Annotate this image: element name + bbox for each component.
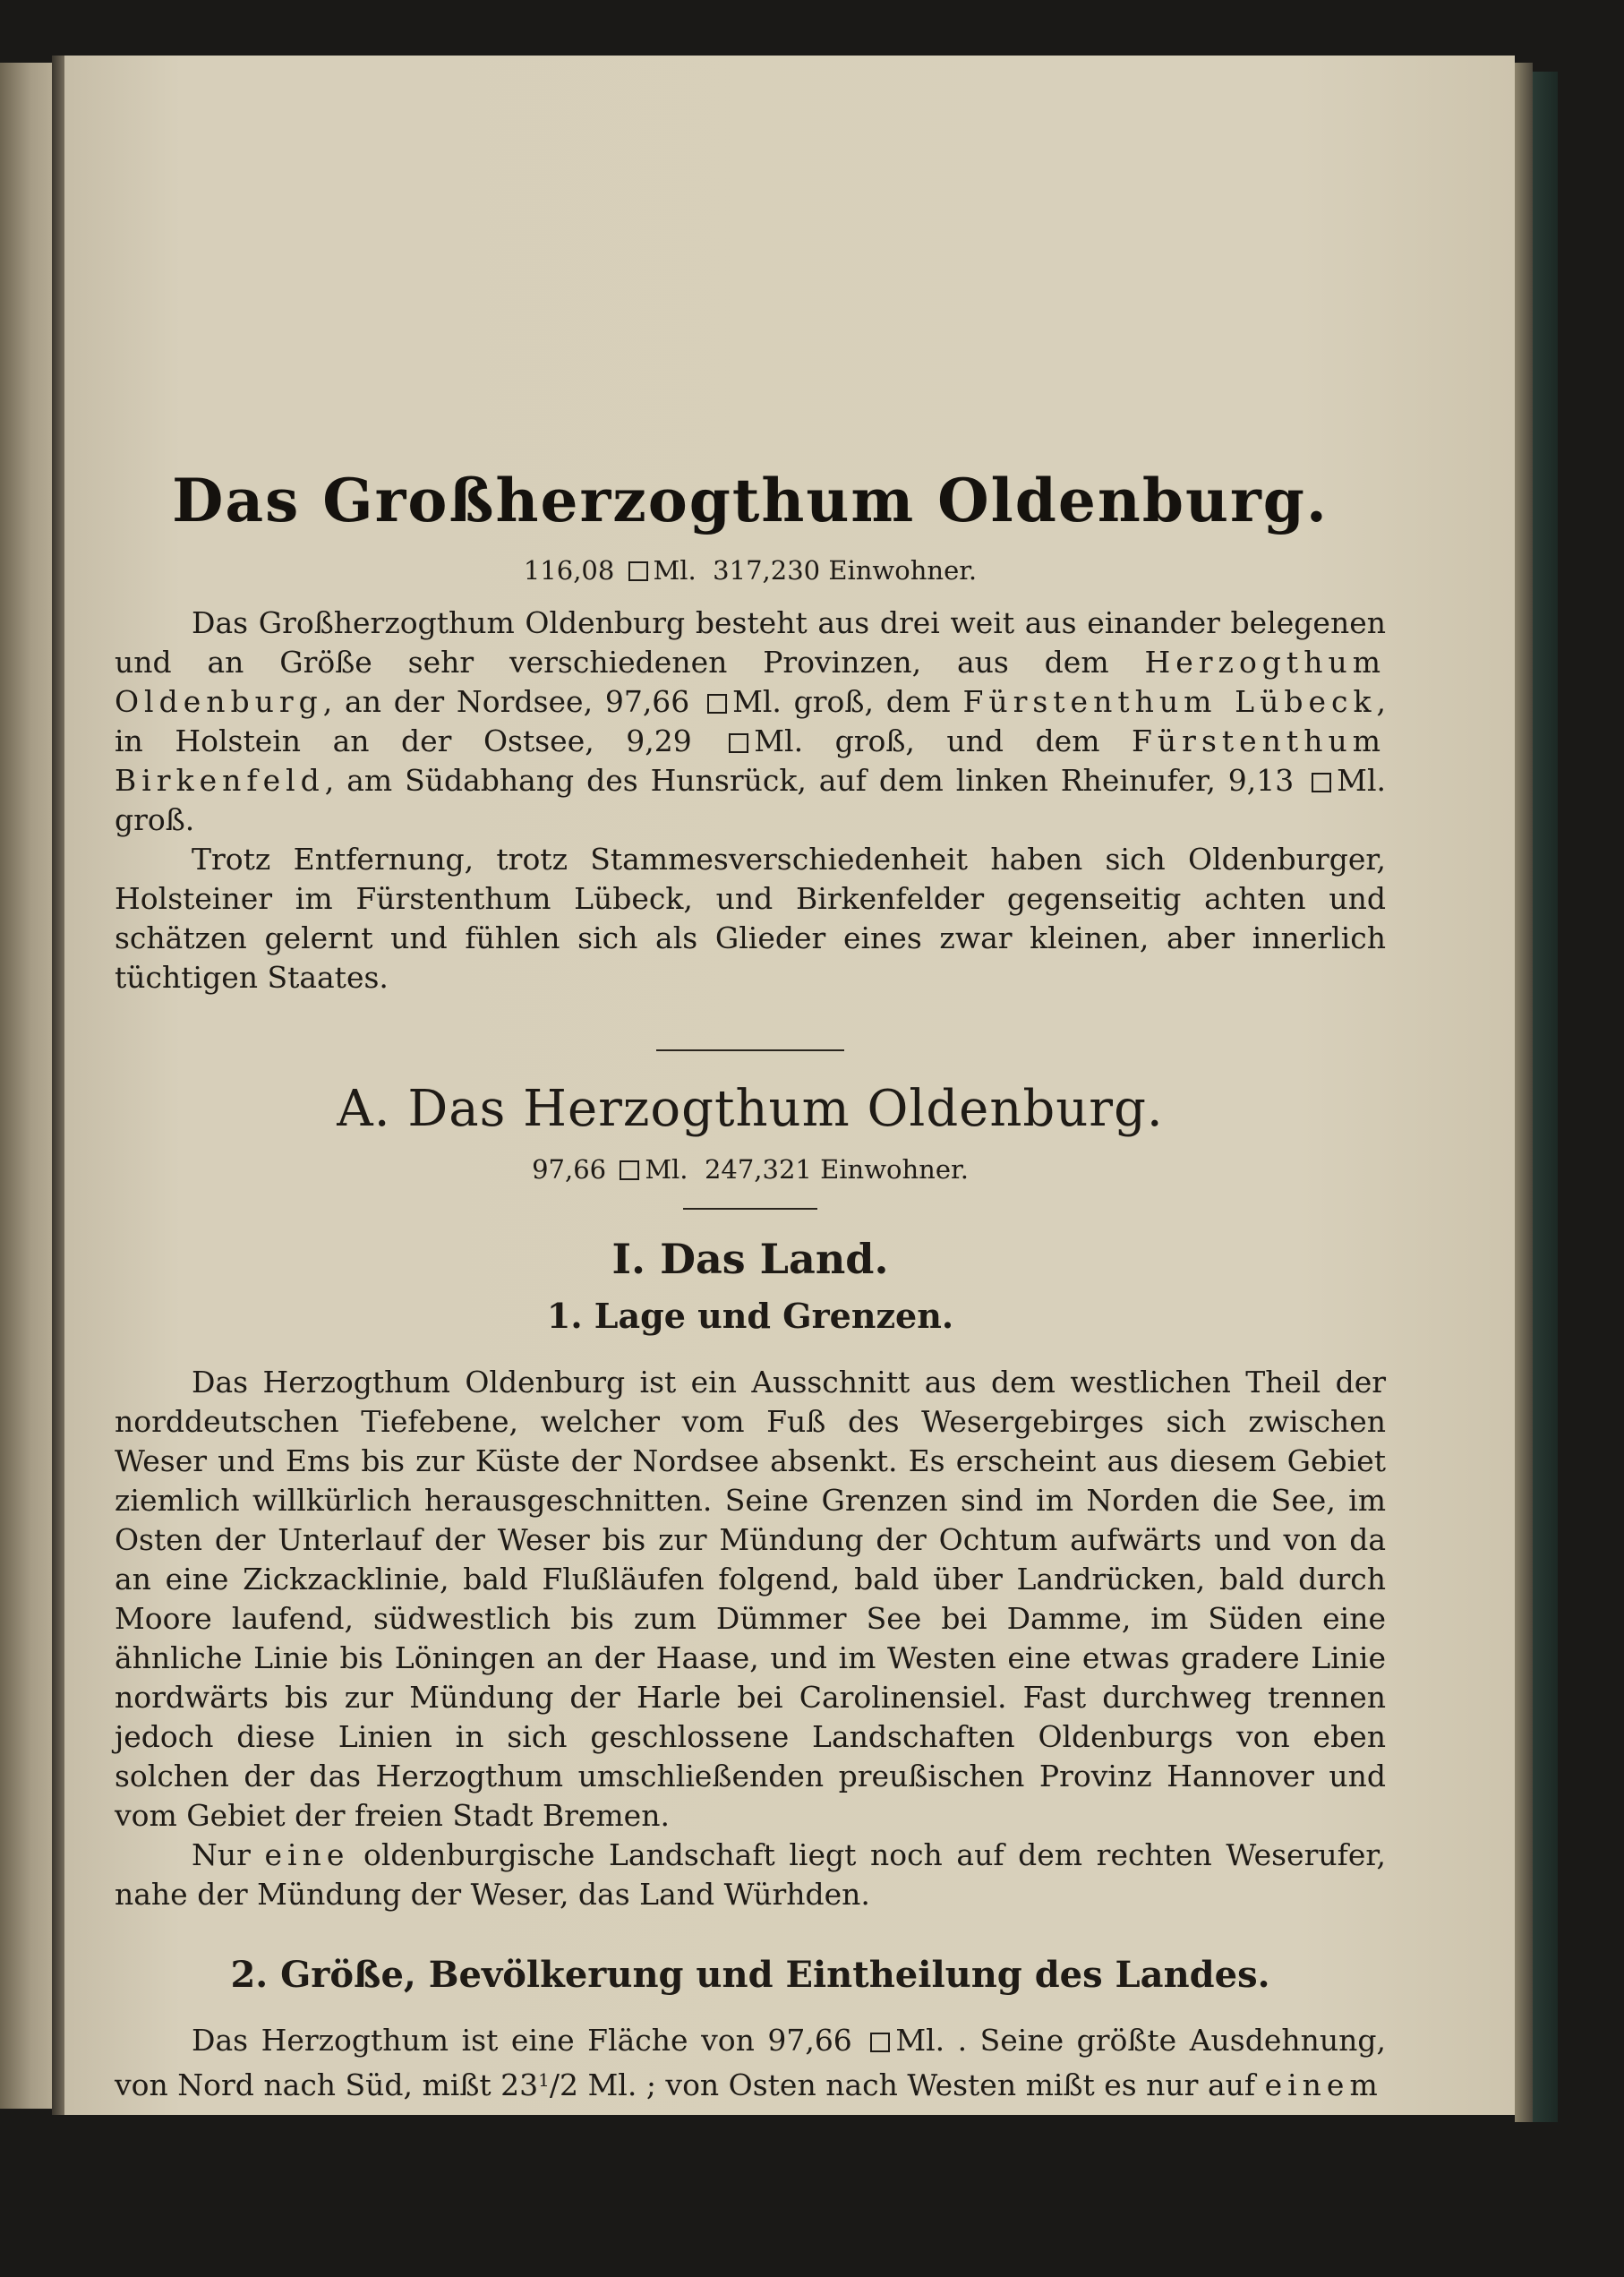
summary-area-unit: Ml. — [653, 555, 697, 586]
subsection-1-heading: 1. Lage und Grenzen. — [546, 1296, 954, 1336]
subsection-2-heading: 2. Größe, Bevölkerung und Eintheilung des Landes. — [230, 1954, 1270, 1996]
subsection-1-paragraph-1: Das Herzogthum Oldenburg ist ein Ausschnitt aus dem westlichen Theil der norddeutschen Tiefebene, welcher vom Fuß des Wesergebirges sich zwischen Weser und Ems bis zur Küste der Nordsee absenkt. Es erscheint aus diesem Gebiet ziemlich willkürlich herausgeschnitten. Seine Grenzen sind im Norden die See, im Osten der Unterlauf der Weser bis zur Mündung der Ochtum aufwärts und von da an eine Zickzacklinie, bald Flußläufen folgend, bald über Landrücken, bald durch Moore laufend, südwestlich bis zum Dümmer See bei Damme, im Süden eine ähnliche Linie bis Löningen an der Haase, und im Westen eine etwas gradere Linie nordwärts bis zur Mündung der Harle bei Carolinensiel. Fast durchweg trennen jedoch diese Linien in sich geschlossene Landschaften Oldenburgs von eben solchen der das Herzogthum umschließenden preußischen Provinz Hannover und vom Gebiet der freien Stadt Bremen. — [115, 1365, 1386, 1833]
intro-text: Ml. groß. — [115, 763, 1386, 837]
section-a-population: 247,321 Einwohner. — [704, 1154, 969, 1185]
section-a-area: 97,66 — [532, 1154, 607, 1185]
intro-text: Ml. groß, dem — [732, 684, 963, 719]
intro-text: Fürstenthum Lübeck — [962, 684, 1377, 719]
paragraph-text: Ml. ; von Osten nach Westen mißt es nur auf — [578, 2067, 1265, 2102]
paragraph-text: oldenburgische Landschaft liegt noch auf dem rechten Weserufer, nahe der Mündung der Weser, das Land Würhden. — [115, 1837, 1386, 1912]
page-title: Das Großherzogthum Oldenburg. — [172, 466, 1329, 535]
section-a-area-unit: Ml. — [645, 1154, 688, 1185]
paragraph-text: einem — [1264, 2067, 1383, 2102]
intro-text: Ml. groß, und dem — [754, 723, 1133, 758]
section-1-heading: I. Das Land. — [611, 1235, 889, 1283]
divider — [656, 1049, 844, 1051]
intro-text: Herzogthum Oldenburg — [115, 645, 1386, 719]
square-symbol-icon — [729, 733, 748, 753]
square-symbol-icon — [1312, 773, 1331, 792]
section-a-heading — [115, 1080, 1386, 1138]
summary-area: 116,08 — [523, 555, 615, 586]
paragraph-text: Das Herzogthum ist eine Fläche von 97,66 — [192, 2023, 866, 2058]
left-page-edge — [0, 63, 52, 2109]
intro-text: Das Großherzogthum Oldenburg besteht aus drei weit aus einander belegenen und an Größe sehr verschiedenen Provinzen, aus dem — [115, 605, 1386, 680]
fraction-denominator: /2 — [549, 2067, 578, 2102]
book-cover-edge — [1533, 72, 1558, 2122]
intro-text: , an der Nordsee, 97,66 — [322, 684, 703, 719]
divider — [683, 1208, 817, 1210]
square-symbol-icon — [620, 1160, 639, 1180]
page-edge-right — [1515, 63, 1533, 2122]
section-a-title: Das Herzogthum Oldenburg. — [407, 1080, 1164, 1138]
intro-text: , in Holstein an der Ostsee, 9,29 — [115, 684, 1386, 758]
intro-paragraph — [115, 603, 1386, 840]
paragraph-text: eine — [264, 1837, 350, 1872]
intro-text: , am Südabhang des Hunsrück, auf dem linken Rheinufer, 9,13 — [324, 763, 1307, 798]
square-symbol-icon — [628, 561, 648, 581]
summary-population: 317,230 Einwohner. — [713, 555, 978, 586]
summary-line — [115, 555, 1386, 586]
page-content — [115, 466, 1386, 2105]
fraction-numerator: 1 — [538, 2069, 550, 2091]
intro-text: Fürstenthum Birkenfeld — [115, 723, 1386, 798]
paragraph-text: Ml. . Seine größte Ausdehnung, von Nord nach Süd, mißt 23 — [115, 2023, 1386, 2102]
square-symbol-icon — [870, 2033, 890, 2052]
subsection-2-paragraph-1 — [115, 2021, 1386, 2105]
intro-paragraph-2: Trotz Entfernung, trotz Stammesverschiedenheit haben sich Oldenburger, Holsteiner im Fürstenthum Lübeck, und Birkenfelder gegenseitig achten und schätzen gelernt und fühlen sich als Glieder eines zwar kleinen, aber innerlich tüchtigen Staates. — [115, 842, 1386, 995]
paragraph-text: Nur — [192, 1837, 265, 1872]
section-a-summary — [115, 1154, 1386, 1185]
square-symbol-icon — [707, 694, 727, 714]
section-a-letter: A. — [337, 1080, 391, 1138]
subsection-1-paragraph-2 — [115, 1836, 1386, 1914]
